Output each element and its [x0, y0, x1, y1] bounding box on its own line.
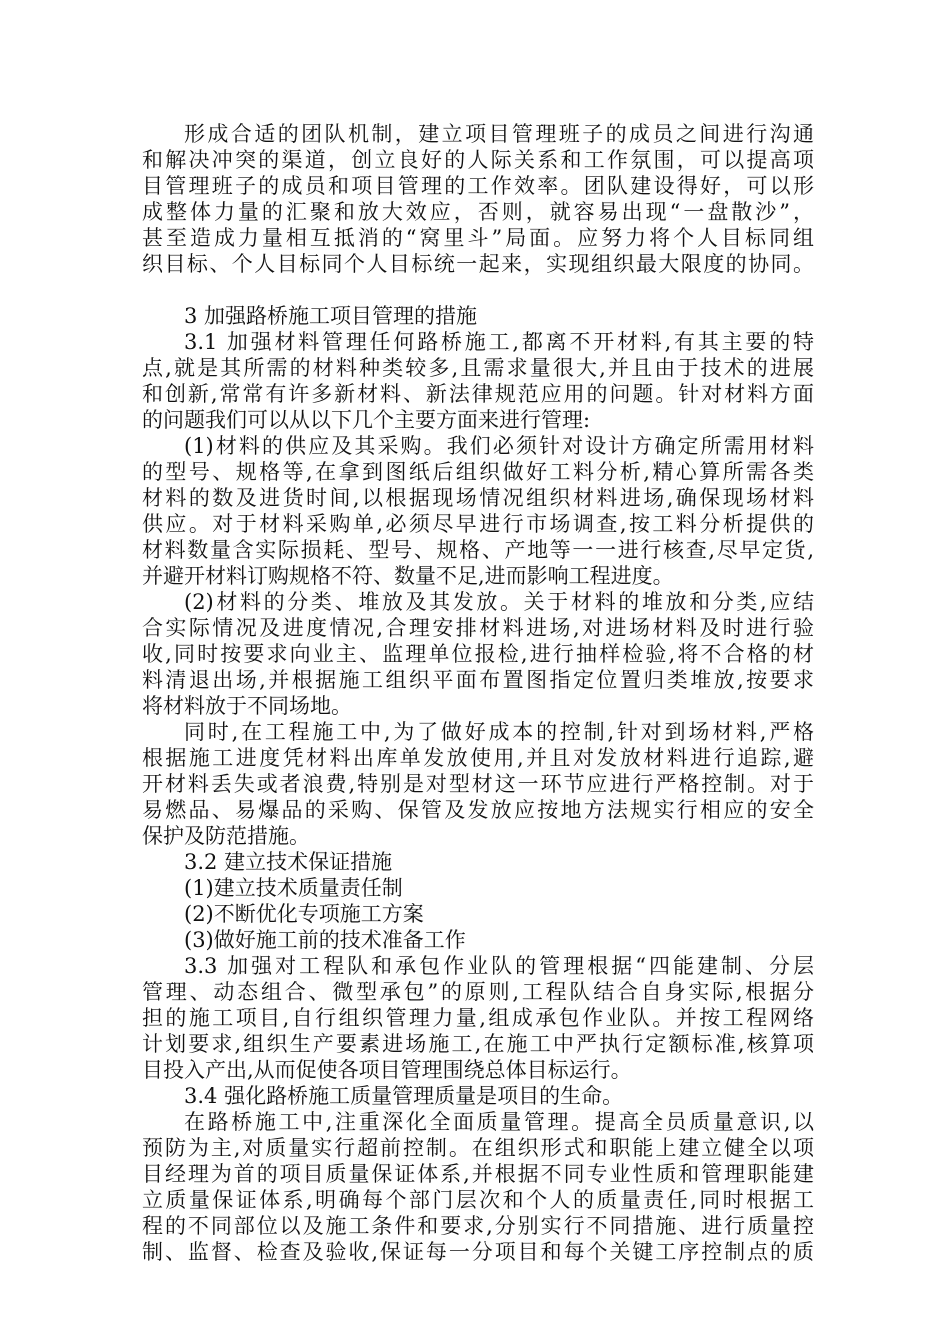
text-line: 成整体力量的汇聚和放大效应，否则，就容易出现“一盘散沙”，: [142, 200, 814, 224]
text-line: 程的不同部位以及施工条件和要求,分别实行不同措施、进行质量控: [142, 1214, 814, 1238]
text-line: 担的施工项目,自行组织管理力量,组成承包作业队。并按工程网络: [142, 1006, 814, 1030]
text-line: 同时,在工程施工中,为了做好成本的控制,针对到场材料,严格: [184, 720, 814, 744]
document-body: [142, 121, 814, 1265]
text-line: 和解决冲突的渠道，创立良好的人际关系和工作氛围，可以提高项: [142, 148, 814, 172]
text-line: 点,就是其所需的材料种类较多,且需求量很大,并且由于技术的进展: [142, 356, 814, 380]
section-heading-3-4: 3.4 强化路桥施工质量管理质量是项目的生命。: [184, 1084, 624, 1108]
text-line: 材料的数及进货时间,以根据现场情况组织材料进场,确保现场材料: [142, 486, 814, 510]
text-line: 材料数量含实际损耗、型号、规格、产地等一一进行核查,尽早定货,: [142, 538, 814, 562]
text-line: 开材料丢失或者浪费,特别是对型材这一环节应进行严格控制。对于: [142, 772, 814, 796]
text-line: 并避开材料订购规格不符、数量不足,进而影响工程进度。: [142, 564, 674, 588]
text-line: 预防为主,对质量实行超前控制。在组织形式和职能上建立健全以项: [142, 1136, 814, 1160]
text-line: 管理、动态组合、微型承包”的原则,工程队结合自身实际,根据分: [142, 980, 814, 1004]
text-line: 合实际情况及进度情况,合理安排材料进场,对进场材料及时进行验: [142, 616, 814, 640]
paragraph-3-3: [142, 953, 814, 1083]
text-line: 和创新,常常有许多新材料、新法律规范应用的问题。针对材料方面: [142, 382, 814, 406]
text-line: 立质量保证体系,明确每个部门层次和个人的质量责任,同时根据工: [142, 1188, 814, 1212]
text-line: 目投入产出,从而促使各项目管理围绕总体目标运行。: [142, 1058, 632, 1082]
list-item: (2)不断优化专项施工方案: [184, 902, 424, 926]
paragraph-3-1: [142, 329, 814, 433]
text-line: 的问题我们可以从以下几个主要方面来进行管理:: [142, 408, 591, 432]
section-heading-3-2: 3.2 建立技术保证措施: [184, 850, 393, 874]
text-line: 易燃品、易爆品的采购、保管及发放应按地方法规实行相应的安全: [142, 798, 814, 822]
text-line: 目经理为首的项目质量保证体系,并根据不同专业性质和管理职能建: [142, 1162, 814, 1186]
text-line: 3.1 加强材料管理任何路桥施工,都离不开材料,有其主要的特: [184, 330, 814, 354]
paragraph-gap: [142, 277, 814, 303]
list-item: (3)做好施工前的技术准备工作: [184, 928, 466, 952]
text-line: 甚至造成力量相互抵消的“窝里斗”局面。应努力将个人目标同组: [142, 226, 814, 250]
text-line: 将材料放于不同场地。: [142, 694, 352, 718]
paragraph-3-4: [142, 1109, 814, 1265]
paragraph-team-mechanism: [142, 121, 814, 277]
text-line: 织目标、个人目标同个人目标统一起来，实现组织最大限度的协同。: [142, 252, 814, 276]
text-line: (1)材料的供应及其采购。我们必须针对设计方确定所需用材料: [184, 434, 814, 458]
text-line: 制、监督、检查及验收,保证每一分项目和每个关键工序控制点的质: [142, 1240, 814, 1264]
text-line: 根据施工进度凭材料出库单发放使用,并且对发放材料进行追踪,避: [142, 746, 814, 770]
text-line: 目管理班子的成员和项目管理的工作效率。团队建设得好，可以形: [142, 174, 814, 198]
section-heading-3: 3 加强路桥施工项目管理的措施: [184, 304, 478, 328]
paragraph-3-1-2: [142, 589, 814, 719]
text-line: 计划要求,组织生产要素进场施工,在施工中严执行定额标准,核算项: [142, 1032, 814, 1056]
text-line: 收,同时按要求向业主、监理单位报检,进行抽样检验,将不合格的材: [142, 642, 814, 666]
paragraph-3-1-1: [142, 433, 814, 589]
text-line: 的型号、规格等,在拿到图纸后组织做好工料分析,精心算所需各类: [142, 460, 814, 484]
text-line: 在路桥施工中,注重深化全面质量管理。提高全员质量意识,以: [184, 1110, 814, 1134]
text-line: 保护及防范措施。: [142, 824, 310, 848]
text-line: 形成合适的团队机制，建立项目管理班子的成员之间进行沟通: [184, 122, 814, 146]
text-line: (2)材料的分类、堆放及其发放。关于材料的堆放和分类,应结: [184, 590, 814, 614]
list-item: (1)建立技术质量责任制: [184, 876, 403, 900]
text-line: 料清退出场,并根据施工组织平面布置图指定位置归类堆放,按要求: [142, 668, 814, 692]
text-line: 供应。对于材料采购单,必须尽早进行市场调查,按工料分析提供的: [142, 512, 814, 536]
text-line: 3.3 加强对工程队和承包作业队的管理根据“四能建制、分层: [184, 954, 814, 978]
paragraph-meanwhile: [142, 719, 814, 849]
